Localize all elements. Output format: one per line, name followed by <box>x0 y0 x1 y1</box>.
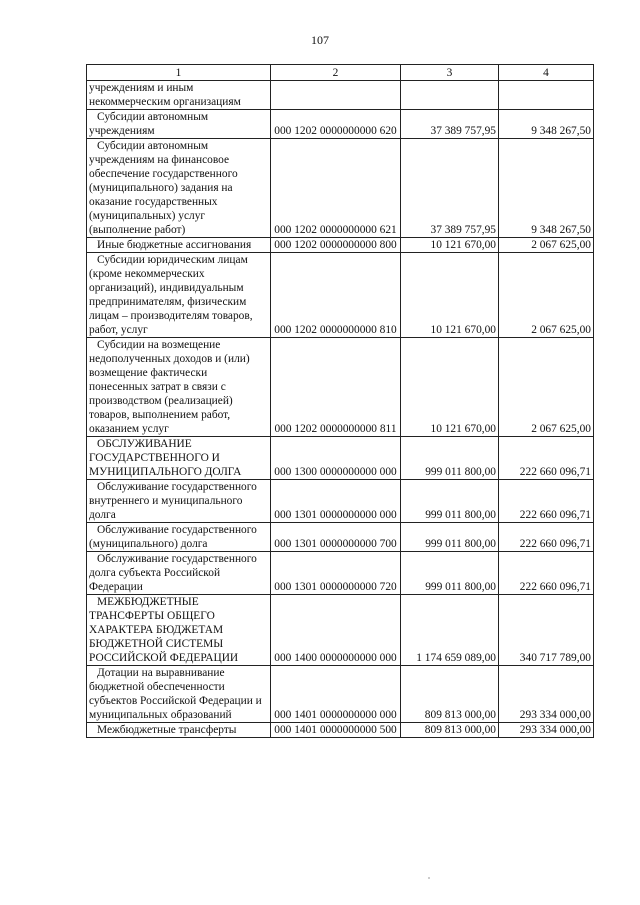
table-row <box>87 437 594 480</box>
row-value-col3: 999 011 800,00 <box>401 480 499 523</box>
page-number: 107 <box>311 33 329 47</box>
row-code: 000 1202 0000000000 811 <box>271 338 401 437</box>
row-name: Субсидии автономным учреждениям на финансовое обеспечение государственного (муниципального) задания на оказание государственных (муниципальных) услуг (выполнение работ) <box>87 139 271 238</box>
row-name: Обслуживание государственного внутреннего и муниципального долга <box>87 480 271 523</box>
row-code: 000 1202 0000000000 621 <box>271 139 401 238</box>
row-value-col3: 999 011 800,00 <box>401 552 499 595</box>
row-code: 000 1300 0000000000 000 <box>271 437 401 480</box>
row-name: учреждениям и иным некоммерческим организациям <box>87 81 271 110</box>
row-value-col3: 10 121 670,00 <box>401 338 499 437</box>
row-name: Субсидии на возмещение недополученных доходов и (или) возмещение фактически понесенных затрат в связи с производством (реализацией) товаров, выполнением работ, оказанием услуг <box>87 338 271 437</box>
row-value-col4: 2 067 625,00 <box>499 338 594 437</box>
row-value-col3: 1 174 659 089,00 <box>401 595 499 666</box>
budget-table-body <box>87 65 594 738</box>
column-header-2: 2 <box>271 65 401 81</box>
row-name: Обслуживание государственного (муниципального) долга <box>87 523 271 552</box>
row-name: Дотации на выравнивание бюджетной обеспеченности субъектов Российской Федерации и муниципальных образований <box>87 666 271 723</box>
table-row <box>87 238 594 253</box>
table-row <box>87 480 594 523</box>
table-row <box>87 666 594 723</box>
table-row <box>87 552 594 595</box>
row-code: 000 1301 0000000000 000 <box>271 480 401 523</box>
row-name: Межбюджетные трансферты <box>87 723 271 738</box>
table-row <box>87 110 594 139</box>
table-row <box>87 595 594 666</box>
row-name: Субсидии юридическим лицам (кроме некоммерческих организаций), индивидуальным предпринимателям, физическим лицам – производителям товаров, работ, услуг <box>87 253 271 338</box>
row-value-col3 <box>401 81 499 110</box>
row-value-col4: 2 067 625,00 <box>499 238 594 253</box>
row-code: 000 1301 0000000000 720 <box>271 552 401 595</box>
row-value-col3: 10 121 670,00 <box>401 253 499 338</box>
table-row <box>87 81 594 110</box>
row-name: Обслуживание государственного долга субъекта Российской Федерации <box>87 552 271 595</box>
row-code: 000 1401 0000000000 500 <box>271 723 401 738</box>
table-row <box>87 723 594 738</box>
row-value-col3: 809 813 000,00 <box>401 666 499 723</box>
row-value-col4: 9 348 267,50 <box>499 139 594 238</box>
row-code: 000 1400 0000000000 000 <box>271 595 401 666</box>
row-value-col4: 222 660 096,71 <box>499 480 594 523</box>
row-code: 000 1202 0000000000 800 <box>271 238 401 253</box>
scan-speck <box>428 877 430 879</box>
row-value-col3: 999 011 800,00 <box>401 437 499 480</box>
row-value-col4: 222 660 096,71 <box>499 552 594 595</box>
column-header-1: 1 <box>87 65 271 81</box>
row-value-col4: 2 067 625,00 <box>499 253 594 338</box>
row-name: МЕЖБЮДЖЕТНЫЕ ТРАНСФЕРТЫ ОБЩЕГО ХАРАКТЕРА БЮДЖЕТАМ БЮДЖЕТНОЙ СИСТЕМЫ РОССИЙСКОЙ ФЕДЕРАЦИИ <box>87 595 271 666</box>
row-value-col4: 222 660 096,71 <box>499 437 594 480</box>
column-header-3: 3 <box>401 65 499 81</box>
row-code: 000 1401 0000000000 000 <box>271 666 401 723</box>
table-row <box>87 139 594 238</box>
column-header-4: 4 <box>499 65 594 81</box>
row-code: 000 1202 0000000000 810 <box>271 253 401 338</box>
row-value-col3: 999 011 800,00 <box>401 523 499 552</box>
row-value-col4: 222 660 096,71 <box>499 523 594 552</box>
row-value-col4: 293 334 000,00 <box>499 666 594 723</box>
row-name: ОБСЛУЖИВАНИЕ ГОСУДАРСТВЕННОГО И МУНИЦИПАЛЬНОГО ДОЛГА <box>87 437 271 480</box>
row-code <box>271 81 401 110</box>
row-name: Субсидии автономным учреждениям <box>87 110 271 139</box>
table-row <box>87 338 594 437</box>
table-row <box>87 253 594 338</box>
row-value-col3: 37 389 757,95 <box>401 110 499 139</box>
row-code: 000 1202 0000000000 620 <box>271 110 401 139</box>
budget-table <box>86 64 594 738</box>
row-value-col4: 293 334 000,00 <box>499 723 594 738</box>
row-value-col4: 340 717 789,00 <box>499 595 594 666</box>
row-value-col3: 10 121 670,00 <box>401 238 499 253</box>
column-header-row <box>87 65 594 81</box>
row-value-col4 <box>499 81 594 110</box>
row-value-col3: 37 389 757,95 <box>401 139 499 238</box>
row-value-col3: 809 813 000,00 <box>401 723 499 738</box>
row-name: Иные бюджетные ассигнования <box>87 238 271 253</box>
table-row <box>87 523 594 552</box>
row-value-col4: 9 348 267,50 <box>499 110 594 139</box>
row-code: 000 1301 0000000000 700 <box>271 523 401 552</box>
